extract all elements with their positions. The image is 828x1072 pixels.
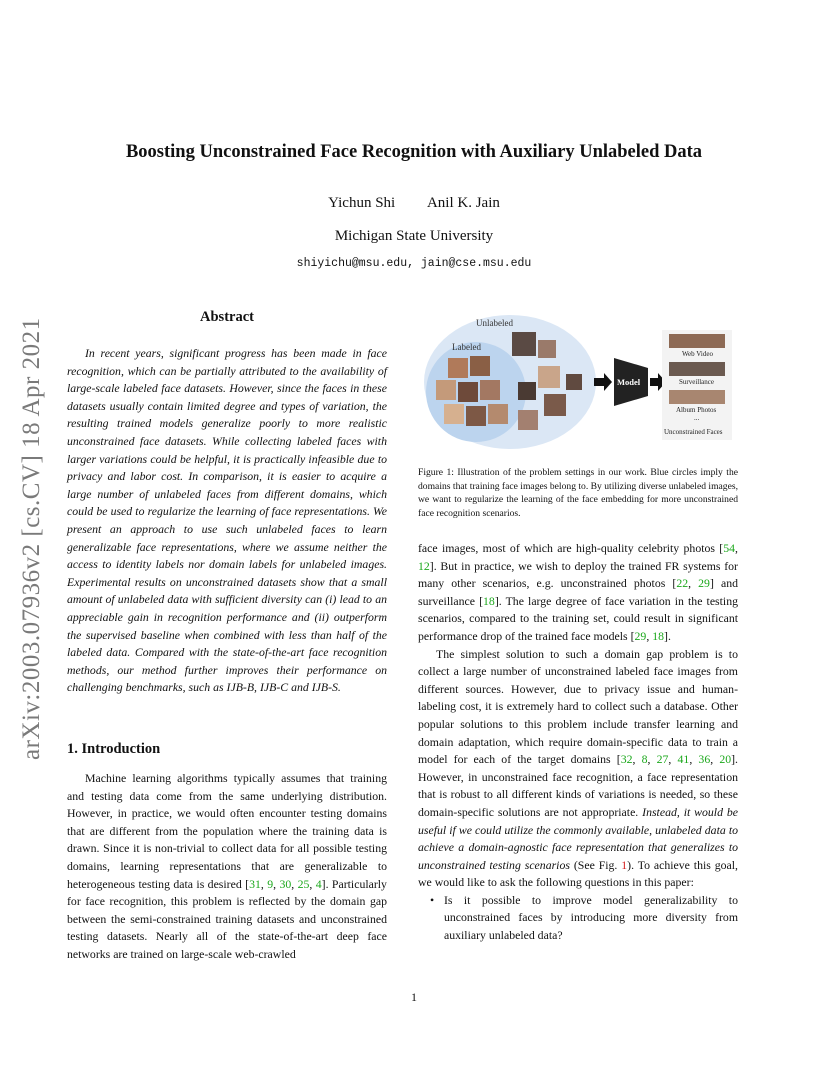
emphasized-text: Instead, it would be useful if we could utilize the commonly available, unlabeled data to achieve a domain-agnostic face representation that generalizes to unconstrained testing scenarios	[418, 804, 738, 872]
right-column-body	[418, 540, 738, 945]
arrow-to-model-icon	[594, 373, 612, 391]
text-run: (See Fig.	[569, 857, 622, 872]
question-list	[418, 892, 738, 945]
unlabeled-label: Unlabeled	[476, 318, 513, 328]
labeled-face-thumbnail	[444, 404, 464, 424]
citation-link[interactable]: 9	[267, 876, 274, 891]
unlabeled-face-thumbnail	[538, 366, 560, 388]
figure-diagram	[418, 310, 738, 460]
citation-link[interactable]: 4	[315, 876, 322, 891]
text-run: ].	[664, 628, 671, 643]
output-label: Surveillance	[679, 378, 714, 386]
paper-title: Boosting Unconstrained Face Recognition with Auxiliary Unlabeled Data	[125, 142, 703, 162]
citation-link[interactable]: 30	[279, 876, 292, 891]
citation-link[interactable]: 25	[297, 876, 310, 891]
citation-link[interactable]: 36	[698, 752, 711, 767]
citation-link[interactable]: 41	[677, 752, 690, 767]
unlabeled-face-thumbnail	[518, 382, 536, 400]
introduction-body	[67, 770, 387, 964]
labeled-face-thumbnail	[466, 406, 486, 426]
surveillance-thumbnails	[669, 362, 725, 376]
web-video-thumbnails	[669, 334, 725, 348]
unlabeled-face-thumbnail	[538, 340, 556, 358]
figure-caption	[418, 466, 738, 520]
text-run: face images, most of which are high-quality celebrity photos [	[418, 541, 724, 555]
model-label: Model	[617, 377, 641, 387]
citation-link[interactable]: 18	[652, 628, 665, 643]
abstract-text: In recent years, significant progress has been made in face recognition, which can be partially attributed to the availability of large-scale labeled face datasets. However, since the faces in these datasets usually contain limited degree and types of variation, the resulting trained models generalize poorly to more realistic unconstrained face datasets. While collecting labeled faces with larger variations could be helpful, it is practically infeasible due to privacy and labor cost. In comparison, it is easier to acquire a large number of unlabeled faces from different domains, which could be used to regularize the learning of face representations. We present an approach to use such unlabeled faces to learn generalizable face representations, where we assume neither the access to identity labels nor domain labels for unlabeled images. Experimental results on unconstrained datasets show that a small amount of unlabeled data with sufficient diversity can (i) lead to an appreciable gain in recognition performance and (ii) outperform the supervised baseline when combined with less than half of the labeled data. Compared with the state-of-the-art face recognition methods, our method further improves their performance on challenging benchmarks, such as IJB-B, IJB-C and IJB-S.	[67, 346, 387, 695]
citation-link[interactable]: 29	[698, 576, 710, 591]
text-run: The simplest solution to such a domain gap problem is to collect a large number of unconstrained labeled face images from different sources. However, due to privacy issue and human-labeling cost, it is extremely hard to collect such a database. Other popular solutions to this problem include transfer learning and domain adaptation, which require domain-specific data to train a model for each of the target domains [	[418, 646, 738, 767]
author-name: Anil K. Jain	[426, 195, 500, 211]
citation-link[interactable]: 31	[249, 876, 261, 891]
output-label: Album Photos	[676, 406, 717, 414]
list-item	[430, 892, 738, 945]
abstract-body	[67, 345, 387, 697]
text-run: ] and surveillance [	[418, 576, 738, 608]
citation-link[interactable]: 20	[719, 752, 732, 767]
affiliation: Michigan State University	[334, 228, 494, 244]
labeled-face-thumbnail	[458, 382, 478, 402]
arxiv-identifier: arXiv:2003.07936v2 [cs.CV] 18 Apr 2021	[18, 317, 45, 760]
body-paragraph: face images, most of which are high-quality celebrity photos [54, 12]. But in practice, we wish to deploy the trained FR systems for many other scenarios, e.g. unconstrained photos [22, 29] and surveillance [18]. The large degree of face variation in the testing scenarios, compared to the training set, could result in significant performance drop of the trained face models [29, 18].	[418, 541, 739, 643]
author-name: Yichun Shi	[328, 195, 396, 211]
body-paragraph: The simplest solution to such a domain gap problem is to collect a large number of unconstrained labeled face images from different sources. However, due to privacy issue and human-labeling cost, it is extremely hard to collect such a database. Other popular solutions to this problem include transfer learning and domain adaptation, which require domain-specific data to train a model for each of the target domains [32, 8, 27, 41, 36, 20]. However, in unconstrained face recognition, a face representation that is robust to all different kinds of variations is needed, so these domain-specific solutions are not appropriate. Instead, it would be useful if we could utilize the commonly available, unlabeled data to achieve a domain-agnostic face representation that generalizes to unconstrained testing scenarios (See Fig. 1). To achieve this goal, we would like to ask the following questions in this paper:	[418, 646, 739, 890]
caption-text: Figure 1: Illustration of the problem settings in our work. Blue circles imply the domains that training face images belong to. By utilizing diverse unlabeled images, we want to regularize the learning of the face embedding for more unconstrained face recognition scenarios.	[418, 467, 738, 519]
ellipsis: ...	[694, 414, 700, 422]
citation-link[interactable]: 27	[656, 752, 669, 767]
labeled-face-thumbnail	[480, 380, 500, 400]
citation-link[interactable]: 29	[634, 628, 647, 643]
citation-link[interactable]: 22	[676, 576, 689, 591]
text-run: Machine learning algorithms typically assumes that training and testing data come from the same underlying distribution. However, in practice, we would often encounter testing domains that are different from the population where the training data is drawn. Since it is non-trivial to collect data for all possible testing domains, learning representations that are generalizable to heterogeneous testing data is desired [	[67, 771, 387, 891]
text-run: ). To achieve this goal, we would like to ask the following questions in this paper:	[418, 857, 738, 890]
citation-link[interactable]: 32	[620, 752, 633, 767]
unconstrained-faces-label: Unconstrained Faces	[664, 428, 723, 436]
labeled-face-thumbnail	[470, 356, 490, 376]
citation-link[interactable]: 8	[641, 752, 648, 767]
abstract-heading: Abstract	[200, 309, 254, 325]
page-number: 1	[411, 990, 417, 1004]
text-run: ]. Particularly for face recognition, this problem is reflected by the domain gap between the semi-constrained training datasets and unconstrained testing datasets. Nearly all of the state-of-the-art deep face networks are trained on large-scale web-crawled	[67, 876, 387, 961]
unlabeled-face-thumbnail	[512, 332, 536, 356]
author-list	[0, 195, 828, 212]
author-emails: shiyichu@msu.edu, jain@cse.msu.edu	[296, 257, 532, 270]
labeled-label: Labeled	[452, 342, 481, 352]
labeled-face-thumbnail	[448, 358, 468, 378]
citation-link[interactable]: 12	[418, 558, 430, 573]
text-run: ]. But in practice, we wish to deploy the trained FR systems for many other scenarios, e.g. unconstrained photos [	[418, 558, 738, 591]
section-heading: 1. Introduction	[67, 741, 161, 757]
unlabeled-face-thumbnail	[544, 394, 566, 416]
citation-link[interactable]: 54	[723, 541, 736, 555]
text-run: ]. The large degree of face variation in the testing scenarios, compared to the training set, could result in significant performance drop of the trained face models [	[418, 593, 739, 643]
labeled-face-thumbnail	[436, 380, 456, 400]
unlabeled-face-thumbnail	[518, 410, 538, 430]
figure-1-illustration	[418, 310, 738, 460]
text-run: ]. However, in unconstrained face recognition, a face representation that is robust to all different kinds of variations is needed, so these domain-specific solutions are not appropriate.	[418, 752, 739, 819]
citation-link[interactable]: 18	[483, 593, 495, 608]
labeled-face-thumbnail	[488, 404, 508, 424]
bullet-icon: •	[430, 892, 435, 907]
output-label: Web Video	[682, 350, 713, 358]
figure-reference-link[interactable]: 1	[621, 857, 628, 872]
list-item-text: Is it possible to improve model generalizability to unconstrained faces by introducing more diversity from auxiliary unlabeled data?	[444, 892, 738, 943]
album-photo-thumbnails	[669, 390, 725, 404]
unlabeled-face-thumbnail	[566, 374, 582, 390]
intro-paragraph: Machine learning algorithms typically assumes that training and testing data come from the same underlying distribution. However, in practice, we would often encounter testing domains that are different from the population where the training data is drawn. Since it is non-trivial to collect data for all possible testing domains, learning representations that are generalizable to heterogeneous testing data is desired [31, 9, 30, 25, 4]. Particularly for face recognition, this problem is reflected by the domain gap between the semi-constrained training datasets and unconstrained testing datasets. Nearly all of the state-of-the-art deep face networks are trained on large-scale web-crawled	[67, 771, 387, 961]
